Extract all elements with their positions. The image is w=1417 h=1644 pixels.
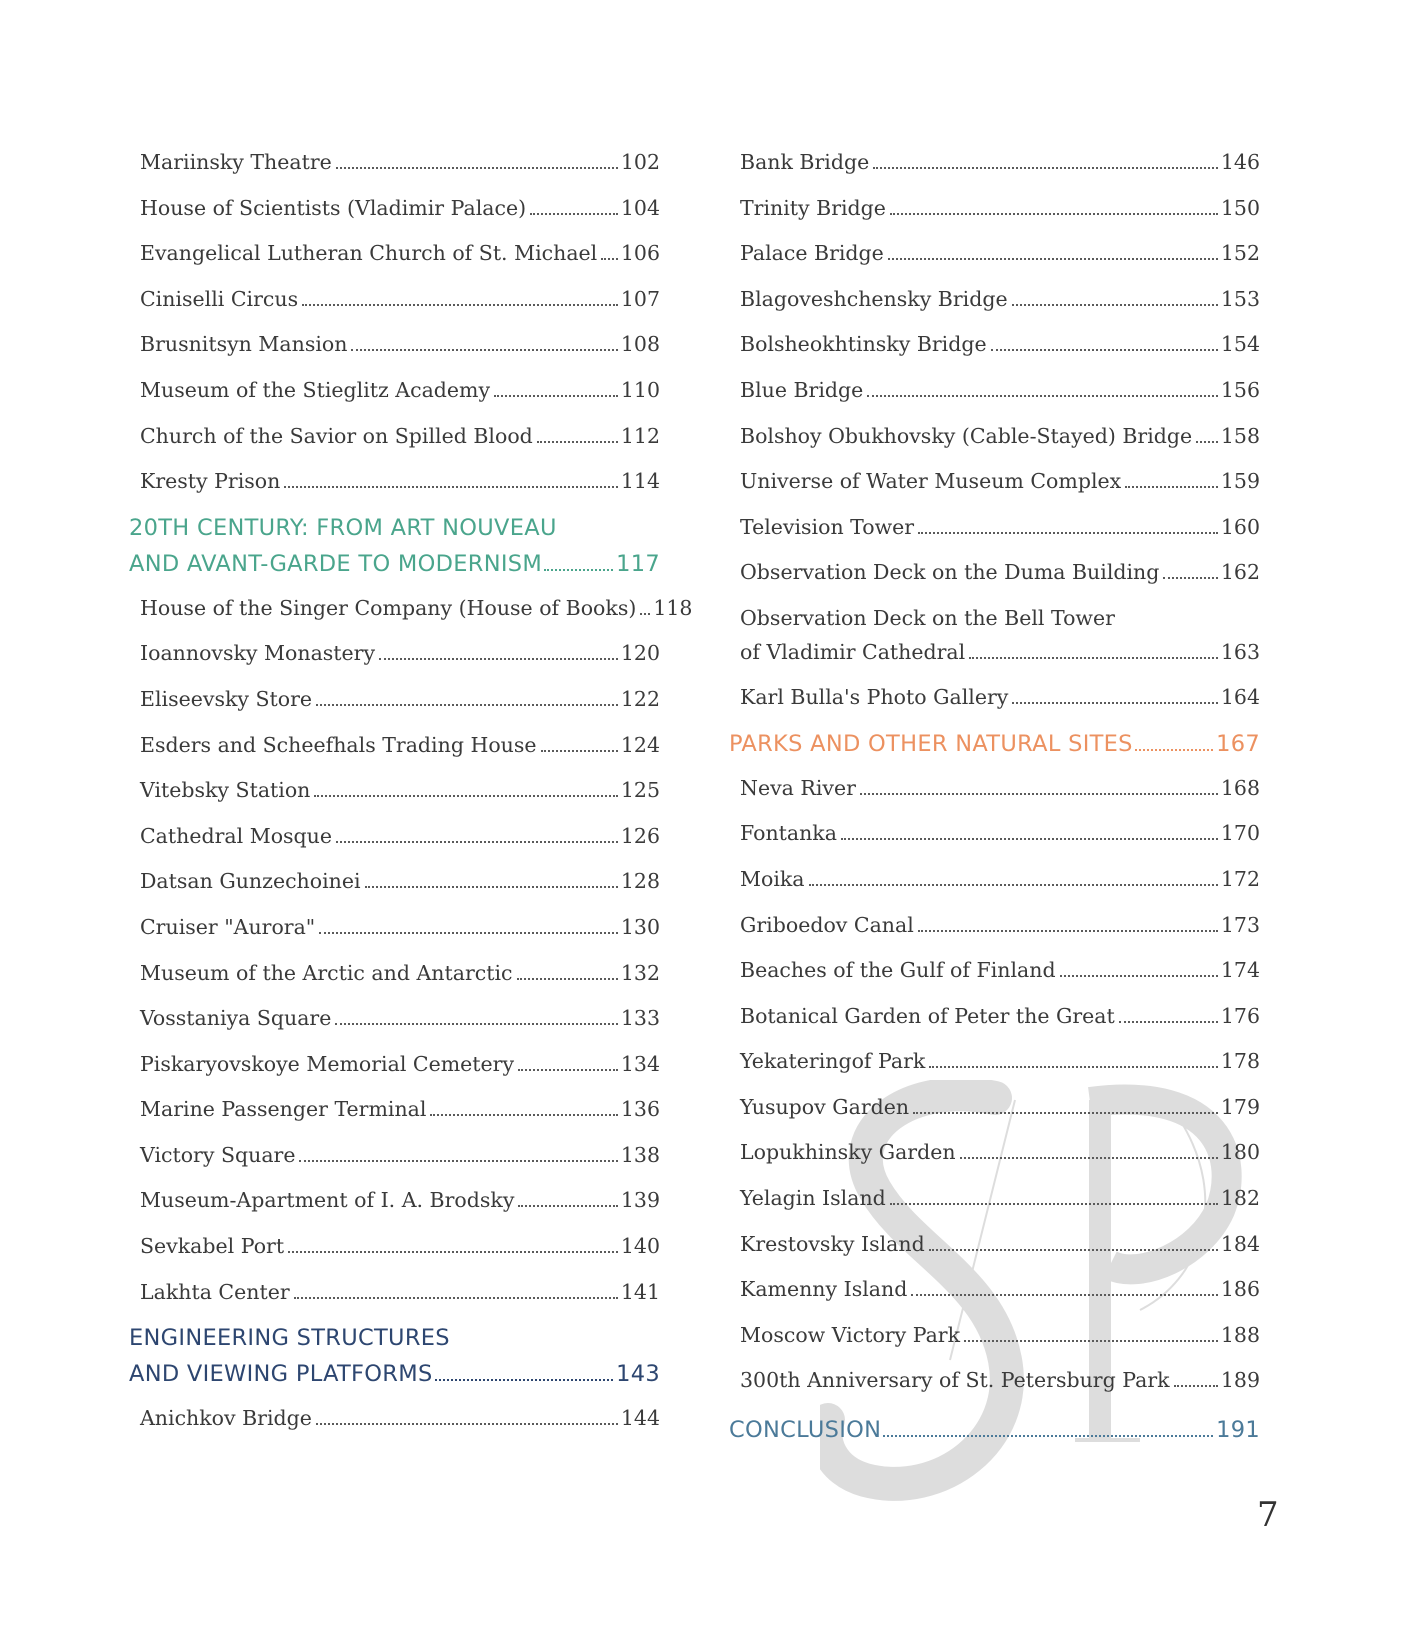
toc-entry[interactable]	[740, 776, 1260, 801]
toc-entry[interactable]	[740, 867, 1260, 892]
dot-leader	[890, 213, 1218, 215]
toc-entry[interactable]	[740, 821, 1260, 846]
dot-leader	[351, 349, 617, 351]
toc-entry-name: Bank Bridge	[740, 150, 870, 174]
dot-leader	[888, 258, 1218, 260]
toc-entry-name: Bolsheokhtinsky Bridge	[740, 332, 987, 357]
dot-leader	[319, 932, 618, 934]
section-heading-20th-century[interactable]	[129, 515, 660, 578]
toc-entry-name: Observation Deck on the Duma Building	[740, 560, 1160, 585]
toc-entry-name: Anichkov Bridge	[140, 1406, 312, 1431]
dot-leader	[640, 613, 650, 615]
toc-entry-name: Church of the Savior on Spilled Blood	[140, 423, 533, 448]
toc-entry-name: Griboedov Canal	[740, 912, 914, 937]
dot-leader	[541, 750, 618, 752]
dot-leader	[1163, 577, 1217, 579]
section-heading-conclusion[interactable]	[729, 1417, 1260, 1444]
toc-entry-page: 132	[620, 960, 660, 985]
toc-entry-name: Lakhta Center	[140, 1279, 290, 1304]
toc-entry-name: Yelagin Island	[740, 1186, 886, 1211]
toc-entry-name-line1: Observation Deck on the Bell Tower	[740, 605, 1115, 630]
toc-entry-page: 172	[1220, 866, 1260, 891]
toc-entry-page: 180	[1220, 1140, 1260, 1165]
dot-leader	[841, 838, 1218, 840]
dot-leader	[430, 1114, 617, 1116]
section-page-number: 143	[616, 1361, 660, 1388]
toc-entry[interactable]	[740, 1232, 1260, 1257]
toc-entry-page: 184	[1220, 1231, 1260, 1256]
dot-leader	[494, 395, 618, 397]
toc-entry-name-line2: of Vladimir Cathedral	[740, 639, 966, 664]
toc-entry-name: Museum-Apartment of I. A. Brodsky	[140, 1188, 515, 1213]
section-title: PARKS AND OTHER NATURAL SITES	[729, 730, 1133, 757]
toc-entry-name: Bolshoy Obukhovsky (Cable-Stayed) Bridge	[740, 423, 1193, 448]
toc-group-left-3	[140, 1406, 660, 1431]
toc-entry[interactable]	[740, 560, 1260, 585]
dot-leader	[302, 304, 618, 306]
dot-leader	[1174, 1385, 1218, 1387]
dot-leader	[1119, 1021, 1218, 1023]
toc-entry[interactable]	[140, 824, 660, 849]
toc-entry-page: 124	[620, 732, 660, 757]
toc-entry-page: 138	[620, 1142, 660, 1167]
dot-leader	[911, 1294, 1218, 1296]
toc-entry-name: House of the Singer Company (House of Books)	[140, 595, 637, 620]
toc-entry[interactable]	[740, 1323, 1260, 1348]
toc-entry-page: 186	[1220, 1277, 1260, 1302]
dot-leader	[929, 1066, 1218, 1068]
toc-entry-name: Fontanka	[740, 821, 837, 846]
toc-entry[interactable]	[140, 1006, 660, 1031]
toc-entry-page: 106	[620, 241, 660, 266]
toc-entry-page: 128	[620, 869, 660, 894]
toc-entry-name: Museum of the Arctic and Antarctic	[140, 960, 513, 985]
section-title-line2: AND VIEWING PLATFORMS	[129, 1361, 433, 1388]
toc-entry[interactable]	[740, 1004, 1260, 1029]
toc-entry-page: 178	[1220, 1049, 1260, 1074]
toc-entry-page: 152	[1220, 241, 1260, 266]
dot-leader	[284, 486, 618, 488]
toc-entry-name: Botanical Garden of Peter the Great	[740, 1003, 1115, 1028]
dot-leader	[601, 258, 618, 260]
dot-leader	[435, 1379, 614, 1381]
toc-entry-name: Yekateringof Park	[740, 1049, 926, 1074]
toc-entry-page: 160	[1220, 514, 1260, 539]
toc-entry-name: Moscow Victory Park	[740, 1322, 961, 1347]
dot-leader	[518, 1069, 618, 1071]
section-page-number: 191	[1216, 1417, 1260, 1444]
toc-entry[interactable]	[140, 778, 660, 803]
toc-entry[interactable]	[140, 1234, 660, 1259]
toc-entry-page: 146	[1220, 150, 1260, 174]
dot-leader	[288, 1251, 618, 1253]
toc-entry[interactable]	[140, 378, 660, 403]
dot-leader	[918, 930, 1218, 932]
toc-entry-name: Esders and Scheefhals Trading House	[140, 732, 537, 757]
dot-leader	[964, 1340, 1218, 1342]
toc-entry-page: 112	[620, 423, 660, 448]
toc-entry[interactable]	[140, 287, 660, 312]
dot-leader	[517, 978, 618, 980]
toc-entry[interactable]	[140, 1052, 660, 1077]
toc-entry[interactable]	[140, 469, 660, 494]
toc-entry-page: 162	[1220, 560, 1260, 585]
section-title-line1: 20TH CENTURY: FROM ART NOUVEAU	[129, 514, 557, 541]
toc-entry-name: Cruiser "Aurora"	[140, 914, 316, 939]
toc-entry[interactable]	[740, 1186, 1260, 1211]
toc-entry-page: 126	[620, 823, 660, 848]
toc-entry-name: Ciniselli Circus	[140, 286, 299, 311]
toc-entry-page: 133	[620, 1006, 660, 1031]
toc-entry-page: 130	[620, 914, 660, 939]
toc-entry-page: 163	[1220, 639, 1260, 664]
toc-left-column	[129, 150, 693, 1452]
toc-entry[interactable]	[140, 1143, 660, 1168]
toc-entry[interactable]	[740, 469, 1260, 494]
section-title-line1: ENGINEERING STRUCTURES	[129, 1325, 450, 1352]
section-heading-parks[interactable]	[729, 731, 1260, 758]
toc-entry[interactable]	[140, 641, 660, 666]
toc-entry[interactable]	[140, 1188, 660, 1213]
dot-leader	[1012, 304, 1218, 306]
dot-leader	[1135, 749, 1213, 751]
toc-entry[interactable]	[740, 685, 1260, 710]
toc-entry[interactable]	[140, 150, 660, 175]
section-page-number: 167	[1216, 730, 1260, 757]
toc-entry[interactable]	[740, 958, 1260, 983]
toc-entry-page: 141	[620, 1279, 660, 1304]
section-title-line2: AND AVANT-GARDE TO MODERNISM	[129, 550, 543, 577]
toc-entry-page: 144	[620, 1406, 660, 1431]
toc-entry[interactable]	[140, 332, 660, 357]
toc-entry-page: 110	[620, 377, 660, 402]
toc-group-left-1	[140, 150, 660, 494]
toc-entry-page: 114	[620, 469, 660, 494]
toc-entry-page: 173	[1220, 912, 1260, 937]
toc-entry-name: Brusnitsyn Mansion	[140, 332, 348, 357]
toc-entry-name: Museum of the Stieglitz Academy	[140, 377, 491, 402]
toc-entry-bell-tower[interactable]	[740, 606, 1260, 664]
toc-entry-name: Victory Square	[140, 1142, 296, 1167]
toc-entry-name: Blue Bridge	[740, 377, 864, 402]
section-title: CONCLUSION	[729, 1417, 882, 1444]
dot-leader	[883, 1435, 1213, 1437]
toc-entry[interactable]	[740, 332, 1260, 357]
toc-entry[interactable]	[140, 915, 660, 940]
section-heading-engineering[interactable]	[129, 1325, 660, 1388]
dot-leader	[336, 167, 618, 169]
dot-leader	[314, 795, 617, 797]
dot-leader	[860, 793, 1218, 795]
dot-leader	[379, 658, 618, 660]
toc-entry[interactable]	[140, 961, 660, 986]
toc-entry[interactable]	[740, 515, 1260, 540]
dot-leader	[969, 657, 1218, 659]
toc-entry[interactable]	[140, 733, 660, 758]
toc-entry[interactable]	[140, 869, 660, 894]
dot-leader	[530, 213, 618, 215]
dot-leader	[960, 1157, 1218, 1159]
dot-leader	[873, 167, 1218, 169]
toc-entry-name: Krestovsky Island	[740, 1231, 925, 1256]
toc-entry-name: Karl Bulla's Photo Gallery	[740, 685, 1009, 710]
toc-entry-page: 108	[620, 332, 660, 357]
toc-entry-page: 153	[1220, 286, 1260, 311]
toc-entry-page: 188	[1220, 1322, 1260, 1347]
toc-entry[interactable]	[140, 424, 660, 449]
toc-entry-page: 104	[620, 195, 660, 220]
toc-entry[interactable]	[140, 241, 660, 266]
dot-leader	[336, 841, 618, 843]
toc-entry-page: 158	[1220, 423, 1260, 448]
toc-entry-page: 159	[1220, 469, 1260, 494]
toc-entry-name: Trinity Bridge	[740, 195, 886, 220]
toc-entry[interactable]	[140, 196, 660, 221]
toc-entry-name: Kamenny Island	[740, 1277, 908, 1302]
toc-entry-name: Mariinsky Theatre	[140, 150, 332, 174]
section-page-number: 117	[616, 550, 660, 577]
toc-entry-name: Evangelical Lutheran Church of St. Michael	[140, 241, 598, 266]
toc-entry-page: 156	[1220, 377, 1260, 402]
toc-entry-name: Yusupov Garden	[740, 1094, 910, 1119]
dot-leader	[1060, 975, 1218, 977]
toc-entry-name: Vosstaniya Square	[140, 1006, 332, 1031]
toc-entry-name: House of Scientists (Vladimir Palace)	[140, 195, 527, 220]
toc-entry-name: Marine Passenger Terminal	[140, 1097, 427, 1122]
toc-group-right-1b	[740, 685, 1260, 710]
dot-leader	[867, 395, 1218, 397]
toc-entry-name: Kresty Prison	[140, 469, 281, 494]
dot-leader	[991, 349, 1218, 351]
toc-entry-page: 118	[653, 595, 693, 620]
toc-entry[interactable]	[740, 287, 1260, 312]
toc-entry-page: 154	[1220, 332, 1260, 357]
toc-entry-name: Palace Bridge	[740, 241, 884, 266]
toc-group-right-1	[740, 150, 1260, 585]
toc-entry-name: Moika	[740, 866, 805, 891]
toc-group-left-2	[140, 595, 693, 1305]
dot-leader	[316, 704, 618, 706]
dot-leader	[518, 1205, 617, 1207]
toc-entry-page: 182	[1220, 1186, 1260, 1211]
dot-leader	[316, 1423, 618, 1425]
toc-entry[interactable]	[740, 1049, 1260, 1074]
toc-entry-page: 139	[620, 1188, 660, 1213]
toc-entry[interactable]	[740, 1277, 1260, 1302]
dot-leader	[890, 1203, 1218, 1205]
toc-entry[interactable]	[140, 1406, 660, 1431]
toc-entry-name: Lopukhinsky Garden	[740, 1140, 956, 1165]
toc-entry-page: 122	[620, 686, 660, 711]
toc-entry-page: 102	[620, 150, 660, 174]
toc-entry[interactable]	[740, 1140, 1260, 1165]
toc-entry-name: Television Tower	[740, 514, 915, 539]
toc-entry-name: Ioannovsky Monastery	[140, 641, 376, 666]
toc-entry-name: Cathedral Mosque	[140, 823, 333, 848]
toc-entry-page: 136	[620, 1097, 660, 1122]
toc-entry[interactable]	[140, 1097, 660, 1122]
toc-entry-page: 189	[1220, 1368, 1260, 1393]
toc-entry-page: 107	[620, 286, 660, 311]
toc-entry[interactable]	[740, 150, 1260, 175]
toc-entry-page: 140	[620, 1234, 660, 1259]
toc-entry[interactable]	[740, 913, 1260, 938]
toc-entry-page: 120	[620, 641, 660, 666]
page-number: 7	[1257, 1495, 1279, 1535]
dot-leader	[544, 569, 613, 571]
toc-entry-page: 179	[1220, 1094, 1260, 1119]
toc-right-column	[729, 150, 1260, 1462]
toc-entry-name: Vitebsky Station	[140, 778, 311, 803]
toc-entry[interactable]	[740, 196, 1260, 221]
dot-leader	[809, 884, 1218, 886]
toc-entry-page: 174	[1220, 958, 1260, 983]
dot-leader	[913, 1112, 1218, 1114]
toc-entry-name: Datsan Gunzechoinei	[140, 869, 361, 894]
toc-entry-page: 164	[1220, 685, 1260, 710]
dot-leader	[1125, 486, 1218, 488]
toc-entry-page: 176	[1220, 1003, 1260, 1028]
dot-leader	[365, 886, 618, 888]
toc-entry[interactable]	[140, 687, 660, 712]
toc-entry-page: 168	[1220, 775, 1260, 800]
toc-entry-name: Blagoveshchensky Bridge	[740, 286, 1008, 311]
toc-entry[interactable]	[740, 1095, 1260, 1120]
toc-group-right-2	[740, 776, 1260, 1393]
toc-entry[interactable]	[740, 424, 1260, 449]
toc-entry-name: Beaches of the Gulf of Finland	[740, 958, 1056, 983]
toc-entry-page: 150	[1220, 195, 1260, 220]
dot-leader	[294, 1297, 618, 1299]
toc-entry[interactable]	[140, 1280, 660, 1305]
toc-entry-name: 300th Anniversary of St. Petersburg Park	[740, 1368, 1170, 1393]
toc-entry[interactable]	[740, 1368, 1260, 1393]
toc-entry-page: 125	[620, 778, 660, 803]
toc-entry-name: Piskaryovskoye Memorial Cemetery	[140, 1051, 515, 1076]
toc-entry-page: 170	[1220, 821, 1260, 846]
dot-leader	[299, 1160, 617, 1162]
dot-leader	[1012, 702, 1218, 704]
dot-leader	[929, 1249, 1218, 1251]
toc-entry-name: Eliseevsky Store	[140, 686, 313, 711]
dot-leader	[918, 532, 1218, 534]
toc-entry-name: Sevkabel Port	[140, 1234, 285, 1259]
dot-leader	[1196, 441, 1218, 443]
toc-entry[interactable]	[740, 241, 1260, 266]
toc-entry-page: 134	[620, 1051, 660, 1076]
dot-leader	[335, 1023, 617, 1025]
toc-entry-name: Universe of Water Museum Complex	[740, 469, 1122, 494]
toc-entry[interactable]	[740, 378, 1260, 403]
toc-entry-name: Neva River	[740, 775, 856, 800]
toc-entry[interactable]	[140, 595, 693, 621]
dot-leader	[537, 441, 618, 443]
